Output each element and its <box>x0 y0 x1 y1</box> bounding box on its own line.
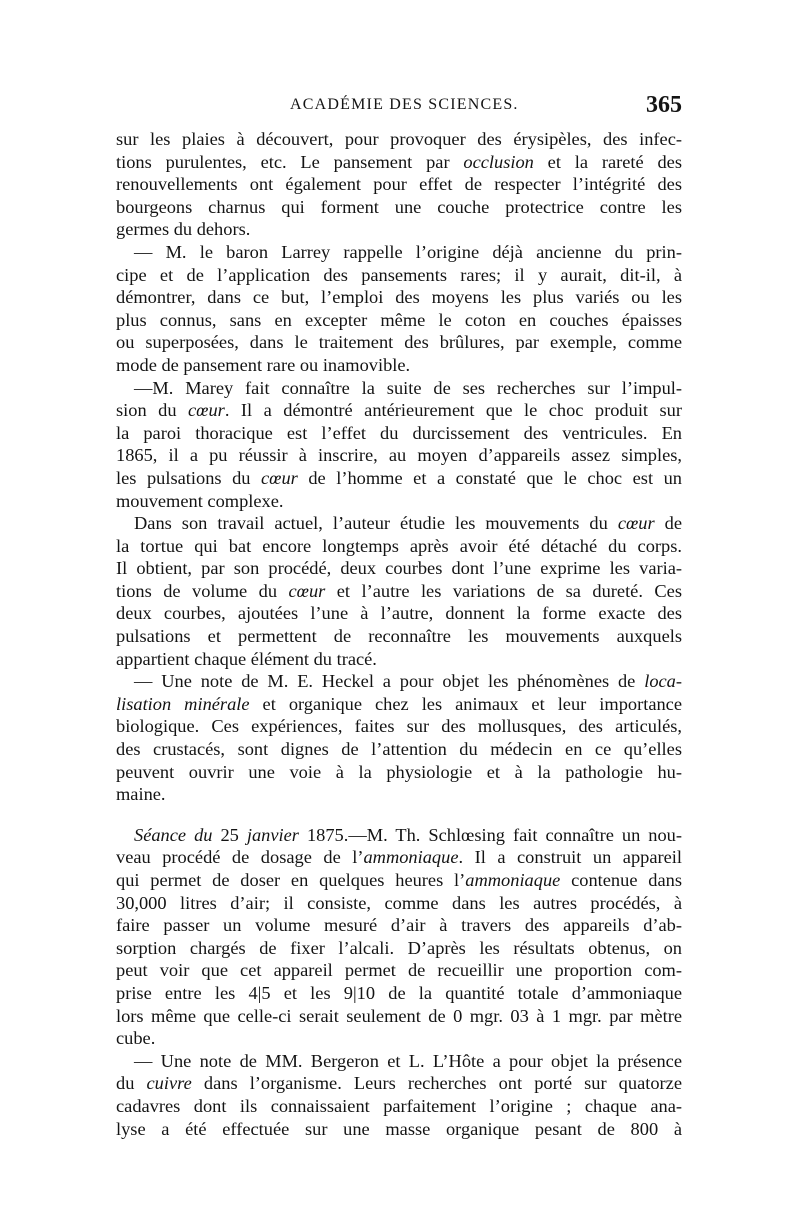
text-line: renouvellements ont également pour effet de respecter l’intégrité des <box>116 174 682 195</box>
text-line: lors même que celle-ci serait seulement de 0 mgr. 03 à 1 mgr. par mètre <box>116 1005 682 1026</box>
text-line: 30,000 litres d’air; il consiste, comme dans les autres procédés, à <box>116 892 682 913</box>
text-line: sion du cœur. Il a démontré antérieurement que le choc produit sur <box>116 400 682 421</box>
text-line: démontrer, dans ce but, l’emploi des moyens les plus variés ou les <box>116 287 682 308</box>
text-line: cube. <box>116 1028 156 1049</box>
text-line: biologique. Ces expériences, faites sur des mollusques, des articulés, <box>116 716 682 737</box>
text-line: prise entre les 4|5 et les 9|10 de la quantité totale d’ammoniaque <box>116 982 682 1003</box>
running-title: ACADÉMIE DES SCIENCES. <box>290 96 519 113</box>
text-line: la tortue qui bat encore longtemps après avoir été détaché du corps. <box>116 535 682 556</box>
paragraph <box>116 128 682 241</box>
paragraph <box>116 241 682 377</box>
text-line: — Une note de MM. Bergeron et L. L’Hôte a pour objet la présence <box>134 1050 682 1071</box>
section-gap <box>116 806 682 824</box>
text-line: appartient chaque élément du tracé. <box>116 648 377 669</box>
text-line: Séance du 25 janvier 1875.—M. Th. Schlœsing fait connaître un nou- <box>134 824 682 845</box>
text-line: Il obtient, par son procédé, deux courbes dont l’une exprime les varia- <box>116 558 682 579</box>
text-line: cadavres dont ils connaissaient parfaitement l’origine ; chaque ana- <box>116 1095 682 1116</box>
page-number: 365 <box>646 92 682 118</box>
text-line: germes du dehors. <box>116 219 251 240</box>
text-line: sur les plaies à découvert, pour provoquer des érysipèles, des infec- <box>116 129 682 149</box>
text-line: plus connus, sans en excepter même le coton en couches épaisses <box>116 309 682 330</box>
text-line: sorption chargés de fixer l’alcali. D’après les résultats obtenus, on <box>116 937 682 958</box>
paragraph <box>116 377 682 513</box>
text-line: cipe et de l’application des pansements rares; il y aurait, dit-il, à <box>116 264 682 285</box>
text-line: la paroi thoracique est l’effet du durcissement des ventricules. En <box>116 422 682 443</box>
text-line: peuvent ouvrir une voie à la physiologie et à la pathologie hu- <box>116 761 682 782</box>
text-line: mode de pansement rare ou inamovible. <box>116 354 411 375</box>
text-line: deux courbes, ajoutées l’une à l’autre, donnent la forme exacte des <box>116 603 682 624</box>
text-line: lyse a été effectuée sur une masse organique pesant de 800 à <box>116 1118 682 1139</box>
text-line: — Une note de M. E. Heckel a pour objet les phénomènes de loca- <box>134 671 682 692</box>
text-line: peut voir que cet appareil permet de recueillir une proportion com- <box>116 960 682 981</box>
text-line: du cuivre dans l’organisme. Leurs recherches ont porté sur quatorze <box>116 1073 682 1094</box>
text-line: lisation minérale et organique chez les animaux et leur importance <box>116 693 682 714</box>
text-line: pulsations et permettent de reconnaître les mouvements auxquels <box>116 626 682 647</box>
paragraph <box>116 670 682 806</box>
text-line: mouvement complexe. <box>116 490 284 511</box>
text-line: tions de volume du cœur et l’autre les variations de sa dureté. Ces <box>116 580 682 601</box>
page-header <box>116 92 682 122</box>
text-line: des crustacés, sont dignes de l’attention du médecin en ce qu’elles <box>116 739 682 760</box>
page-body <box>116 128 682 1140</box>
paragraph <box>116 824 682 1050</box>
text-line: bourgeons charnus qui forment une couche protectrice contre les <box>116 196 682 217</box>
text-line: faire passer un volume mesuré d’air à travers des appareils d’ab- <box>116 915 682 936</box>
text-line: tions purulentes, etc. Le pansement par occlusion et la rareté des <box>116 151 682 172</box>
paragraph <box>116 1050 682 1140</box>
paragraph <box>116 512 682 670</box>
text-line: maine. <box>116 784 166 805</box>
text-line: les pulsations du cœur de l’homme et a constaté que le choc est un <box>116 467 682 488</box>
text-line: — M. le baron Larrey rappelle l’origine déjà ancienne du prin- <box>134 241 682 262</box>
text-line: Dans son travail actuel, l’auteur étudie les mouvements du cœur de <box>134 513 682 534</box>
text-line: 1865, il a pu réussir à inscrire, au moyen d’appareils assez simples, <box>116 445 682 466</box>
text-line: qui permet de doser en quelques heures l’ammoniaque contenue dans <box>116 870 682 890</box>
text-line: veau procédé de dosage de l’ammoniaque. Il a construit un appareil <box>116 847 682 868</box>
text-line: ou superposées, dans le traitement des brûlures, par exemple, comme <box>116 332 682 353</box>
text-line: —M. Marey fait connaître la suite de ses recherches sur l’impul- <box>134 377 682 398</box>
